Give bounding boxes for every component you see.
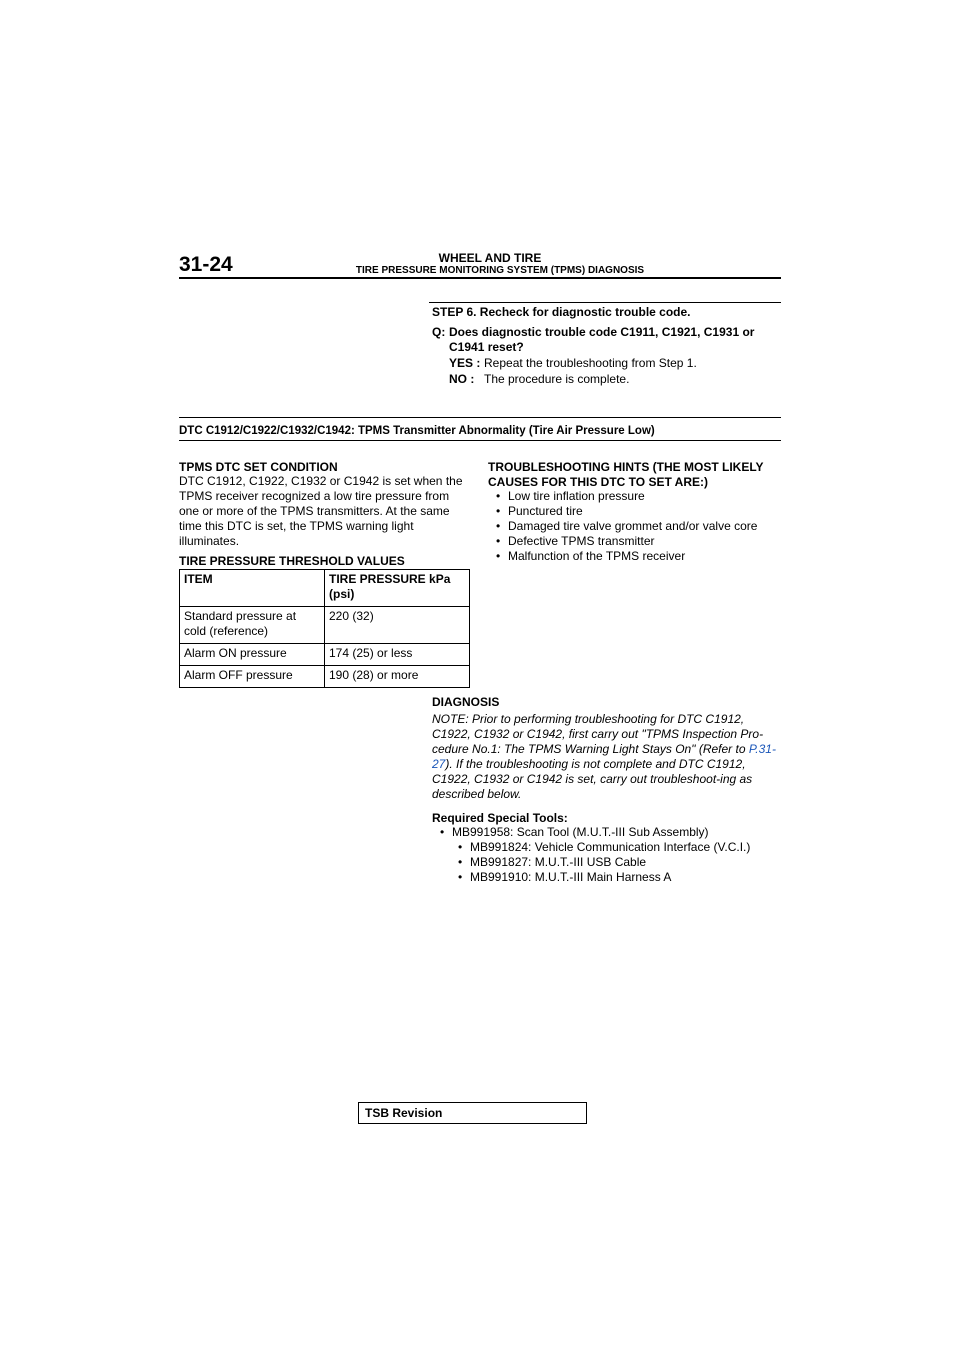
- hints-list: [488, 489, 783, 564]
- note-text-post: ). If the troubleshooting is not complete and DTC C1912, C1922, C1932 or C1942 is set, carry out troubleshoot-ing as described below.: [432, 757, 753, 801]
- list-item: • Punctured tire: [488, 504, 783, 519]
- tools-heading: Required Special Tools:: [432, 811, 568, 825]
- dtc-rule-top: [179, 417, 781, 418]
- set-condition-body: DTC C1912, C1922, C1932 or C1942 is set when the TPMS receiver recognized a low tire pressure from one or more of the TPMS transmitters. At the same time this DTC is set, the TPMS warning light illuminates.: [179, 474, 463, 548]
- table-row: [180, 666, 470, 688]
- table-header-pressure: TIRE PRESSURE kPa (psi): [325, 570, 470, 607]
- table-cell-item: Alarm OFF pressure: [180, 666, 325, 688]
- page-reference-link[interactable]: P.31-27: [432, 742, 776, 771]
- threshold-heading: TIRE PRESSURE THRESHOLD VALUES: [179, 554, 405, 568]
- step-rule: [429, 302, 781, 303]
- section-subtitle: TIRE PRESSURE MONITORING SYSTEM (TPMS) DIAGNOSIS: [355, 265, 645, 276]
- list-item: • MB991910: M.U.T.-III Main Harness A: [450, 870, 780, 885]
- step6-title: STEP 6. Recheck for diagnostic trouble code.: [432, 305, 691, 319]
- tools-sublist: [450, 840, 780, 885]
- header-rule: [179, 277, 781, 279]
- table-cell-value: 220 (32): [325, 607, 470, 644]
- page-number: 31-24: [179, 253, 233, 276]
- table-cell-item: Alarm ON pressure: [180, 644, 325, 666]
- dtc-title: DTC C1912/C1922/C1932/C1942: TPMS Transmitter Abnormality (Tire Air Pressure Low): [179, 425, 655, 437]
- section-title: WHEEL AND TIRE: [438, 251, 542, 265]
- list-item: • MB991824: Vehicle Communication Interface (V.C.I.): [450, 840, 780, 855]
- tsb-revision-label: TSB Revision: [365, 1106, 443, 1120]
- tools-list: [432, 825, 772, 840]
- set-condition-heading: TPMS DTC SET CONDITION: [179, 460, 338, 474]
- list-item: • MB991827: M.U.T.-III USB Cable: [450, 855, 780, 870]
- list-item: • Damaged tire valve grommet and/or valve core: [488, 519, 783, 534]
- question-text: Does diagnostic trouble code C1911, C1921, C1931 or C1941 reset?: [449, 325, 755, 354]
- list-item: • Malfunction of the TPMS receiver: [488, 549, 783, 564]
- table-row: [180, 607, 470, 644]
- note-text-pre: NOTE: Prior to performing troubleshooting for DTC C1912, C1922, C1932 or C1942, first carry out "TPMS Inspection Pro-cedure No.1: The TPMS Warning Light Stays On" (Refer to: [432, 712, 764, 756]
- table-header-item: ITEM: [180, 570, 325, 607]
- no-text: The procedure is complete.: [484, 372, 630, 386]
- list-item: • Low tire inflation pressure: [488, 489, 783, 504]
- threshold-table: [179, 569, 470, 688]
- list-item: • MB991958: Scan Tool (M.U.T.-III Sub Assembly): [432, 825, 772, 840]
- diagnosis-heading: DIAGNOSIS: [432, 695, 500, 709]
- table-cell-value: 174 (25) or less: [325, 644, 470, 666]
- question-label: Q:: [432, 325, 446, 339]
- table-row: [180, 644, 470, 666]
- diagnosis-note: [432, 712, 782, 802]
- table-cell-value: 190 (28) or more: [325, 666, 470, 688]
- tsb-revision-box: [358, 1102, 587, 1124]
- hints-heading: TROUBLESHOOTING HINTS (THE MOST LIKELY CAUSES FOR THIS DTC TO SET ARE:): [488, 460, 764, 489]
- list-item: • Defective TPMS transmitter: [488, 534, 783, 549]
- table-cell-item: Standard pressure at cold (reference): [180, 607, 325, 644]
- dtc-rule-bottom: [179, 440, 781, 441]
- table-header-row: [180, 570, 470, 607]
- yes-label: YES :: [449, 356, 481, 370]
- yes-text: Repeat the troubleshooting from Step 1.: [484, 356, 697, 370]
- no-label: NO :: [449, 372, 475, 386]
